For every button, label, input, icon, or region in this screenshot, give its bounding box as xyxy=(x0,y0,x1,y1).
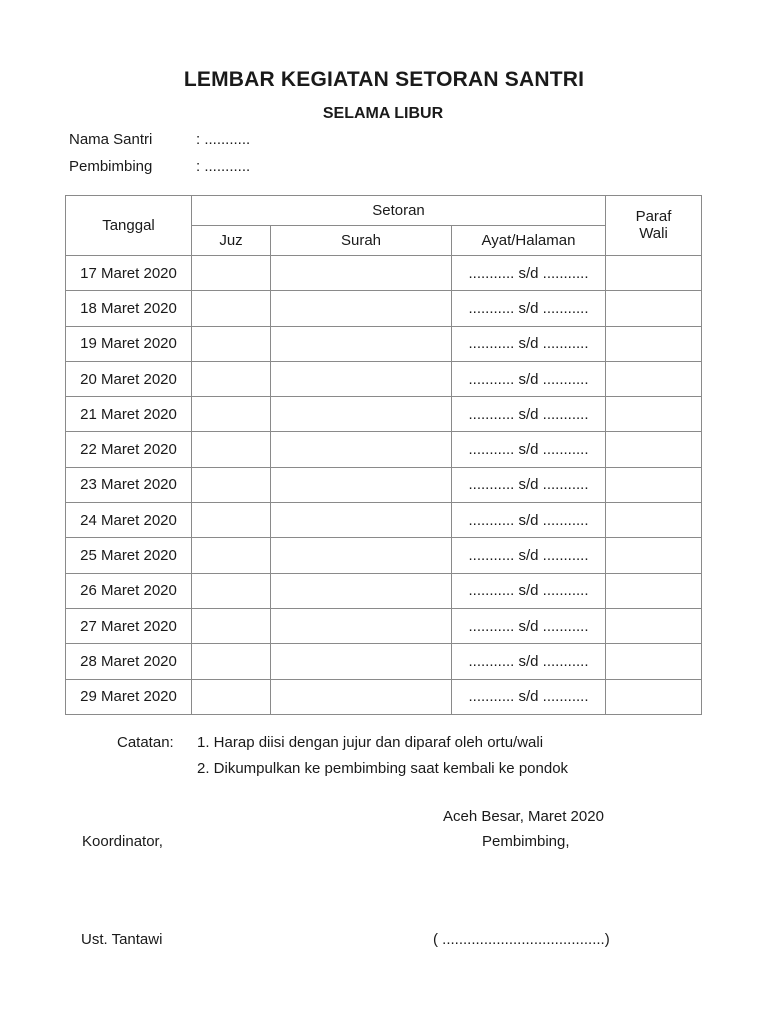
juz-cell xyxy=(192,679,271,714)
paraf-cell xyxy=(606,538,702,573)
header-juz: Juz xyxy=(192,226,271,256)
ayat-cell: ........... s/d ........... xyxy=(452,291,606,326)
header-ayat-halaman: Ayat/Halaman xyxy=(452,226,606,256)
place-date: Aceh Besar, Maret 2020 xyxy=(443,808,604,825)
juz-cell xyxy=(192,503,271,538)
paraf-cell xyxy=(606,361,702,396)
juz-cell xyxy=(192,538,271,573)
surah-cell xyxy=(271,573,452,608)
date-cell: 26 Maret 2020 xyxy=(66,573,192,608)
juz-cell xyxy=(192,573,271,608)
paraf-cell xyxy=(606,467,702,502)
table-row xyxy=(66,326,702,361)
document-subtitle: SELAMA LIBUR xyxy=(322,105,444,122)
table-row xyxy=(66,503,702,538)
table-row xyxy=(66,467,702,502)
date-cell: 23 Maret 2020 xyxy=(66,467,192,502)
paraf-cell xyxy=(606,608,702,643)
juz-cell xyxy=(192,361,271,396)
ayat-cell: ........... s/d ........... xyxy=(452,679,606,714)
field-value: : ........... xyxy=(196,131,251,148)
table-row xyxy=(66,291,702,326)
field-label: Pembimbing xyxy=(69,158,153,175)
surah-cell xyxy=(271,467,452,502)
table-row xyxy=(66,432,702,467)
setoran-table xyxy=(65,195,702,715)
header-surah: Surah xyxy=(271,226,452,256)
date-cell: 19 Maret 2020 xyxy=(66,326,192,361)
table-row xyxy=(66,256,702,291)
table-row xyxy=(66,538,702,573)
date-cell: 27 Maret 2020 xyxy=(66,608,192,643)
ayat-cell: ........... s/d ........... xyxy=(452,503,606,538)
surah-cell xyxy=(271,644,452,679)
header-paraf-wali xyxy=(606,196,702,256)
juz-cell xyxy=(192,326,271,361)
paraf-cell xyxy=(606,503,702,538)
paraf-cell xyxy=(606,573,702,608)
note-item: 1. Harap diisi dengan jujur dan diparaf oleh ortu/wali xyxy=(197,734,544,751)
note-item: 2. Dikumpulkan ke pembimbing saat kembali ke pondok xyxy=(197,760,569,777)
field-label: Nama Santri xyxy=(69,131,153,148)
ayat-cell: ........... s/d ........... xyxy=(452,538,606,573)
table-row xyxy=(66,397,702,432)
date-cell: 21 Maret 2020 xyxy=(66,397,192,432)
paraf-cell xyxy=(606,644,702,679)
paraf-cell xyxy=(606,256,702,291)
date-cell: 17 Maret 2020 xyxy=(66,256,192,291)
field-value: : ........... xyxy=(196,158,251,175)
paraf-cell xyxy=(606,679,702,714)
juz-cell xyxy=(192,397,271,432)
table-row xyxy=(66,608,702,643)
notes-label: Catatan: xyxy=(117,734,174,751)
table-row xyxy=(66,644,702,679)
coordinator-name: Ust. Tantawi xyxy=(81,931,163,948)
juz-cell xyxy=(192,608,271,643)
coordinator-role: Koordinator, xyxy=(82,833,163,850)
paraf-cell xyxy=(606,326,702,361)
ayat-cell: ........... s/d ........... xyxy=(452,326,606,361)
surah-cell xyxy=(271,397,452,432)
supervisor-name-blank: ( .......................................) xyxy=(433,931,610,948)
juz-cell xyxy=(192,291,271,326)
header-wali: Wali xyxy=(639,224,668,242)
date-cell: 20 Maret 2020 xyxy=(66,361,192,396)
surah-cell xyxy=(271,326,452,361)
ayat-cell: ........... s/d ........... xyxy=(452,467,606,502)
juz-cell xyxy=(192,432,271,467)
surah-cell xyxy=(271,256,452,291)
header-setoran: Setoran xyxy=(192,196,606,226)
ayat-cell: ........... s/d ........... xyxy=(452,361,606,396)
ayat-cell: ........... s/d ........... xyxy=(452,608,606,643)
paraf-cell xyxy=(606,397,702,432)
paraf-cell xyxy=(606,432,702,467)
surah-cell xyxy=(271,291,452,326)
surah-cell xyxy=(271,608,452,643)
date-cell: 28 Maret 2020 xyxy=(66,644,192,679)
ayat-cell: ........... s/d ........... xyxy=(452,397,606,432)
header-paraf: Paraf xyxy=(635,207,672,225)
surah-cell xyxy=(271,538,452,573)
ayat-cell: ........... s/d ........... xyxy=(452,644,606,679)
date-cell: 22 Maret 2020 xyxy=(66,432,192,467)
document-title: LEMBAR KEGIATAN SETORAN SANTRI xyxy=(183,68,585,91)
date-cell: 24 Maret 2020 xyxy=(66,503,192,538)
ayat-cell: ........... s/d ........... xyxy=(452,432,606,467)
juz-cell xyxy=(192,467,271,502)
ayat-cell: ........... s/d ........... xyxy=(452,256,606,291)
table-row xyxy=(66,361,702,396)
juz-cell xyxy=(192,644,271,679)
table-row xyxy=(66,679,702,714)
paraf-cell xyxy=(606,291,702,326)
date-cell: 18 Maret 2020 xyxy=(66,291,192,326)
date-cell: 25 Maret 2020 xyxy=(66,538,192,573)
ayat-cell: ........... s/d ........... xyxy=(452,573,606,608)
supervisor-role: Pembimbing, xyxy=(482,833,570,850)
date-cell: 29 Maret 2020 xyxy=(66,679,192,714)
table-row xyxy=(66,573,702,608)
juz-cell xyxy=(192,256,271,291)
surah-cell xyxy=(271,432,452,467)
surah-cell xyxy=(271,503,452,538)
surah-cell xyxy=(271,361,452,396)
surah-cell xyxy=(271,679,452,714)
header-tanggal: Tanggal xyxy=(66,196,192,256)
